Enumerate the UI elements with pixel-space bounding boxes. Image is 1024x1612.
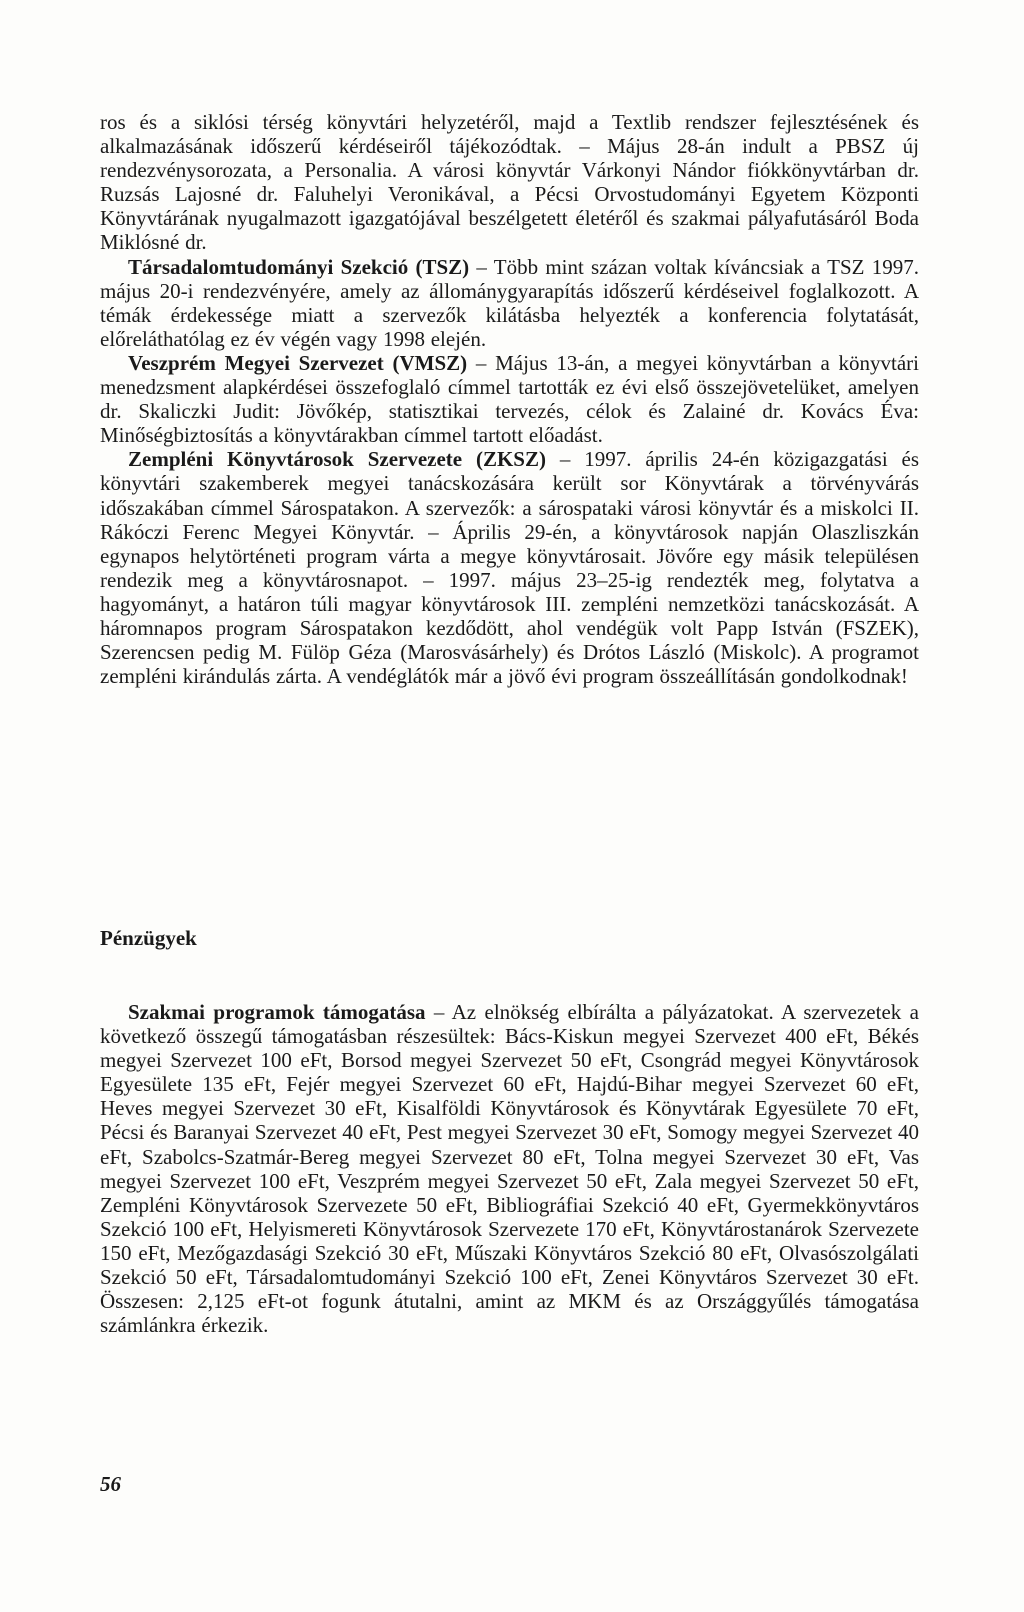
paragraph-text: – Május 13-án, a megyei könyvtárban a könyvtári menedzsment alapkérdései összefoglaló címmel tartották ez évi első összejövetelüket, amelyen dr. Skaliczki Judit: Jövőkép, statisztikai tervezés, célok és Zalainé dr. Kovács Éva: Minőségbiztosítás a könyvtárakban címmel tartott előadást.	[100, 350, 920, 448]
section-body	[100, 1000, 919, 1337]
paragraph-vmsz	[100, 351, 919, 447]
paragraph-continuation	[100, 110, 919, 255]
paragraph-lead: Társadalomtudományi Szekció (TSZ)	[128, 254, 470, 279]
paragraph-text: – Az elnökség elbírálta a pályázatokat. A szervezetek a következő összegű támogatásban részesültek: Bács-Kiskun megyei Szervezet 400 eFt, Békés megyei Szervezet 100 eFt, Borsod megyei Szervezet 50 eFt, Csongrád megyei Könyvtárosok Egyesülete 135 eFt, Fejér megyei Szervezet 60 eFt, Hajdú-Bihar megyei Szervezet 60 eFt, Heves megyei Szervezet 30 eFt, Kisalföldi Könyvtárosok és Könyvtárak Egyesülete 70 eFt, Pécsi és Baranyai Szervezet 40 eFt, Pest megyei Szervezet 30 eFt, Somogy megyei Szervezet 40 eFt, Szabolcs-Szatmár-Bereg megyei Szervezet 80 eFt, Tolna megyei Szervezet 30 eFt, Vas megyei Szervezet 100 eFt, Veszprém megyei Szervezet 50 eFt, Zala megyei Szervezet 50 eFt, Zempléni Könyvtárosok Szervezete 50 eFt, Bibliográfiai Szekció 40 eFt, Gyermekkönyvtáros Szekció 100 eFt, Helyismereti Könyvtárosok Szervezete 170 eFt, Könyvtárostanárok Szervezete 150 eFt, Mezőgazdasági Szekció 30 eFt, Műszaki Könyvtáros Szekció 80 eFt, Olvasószolgálati Szekció 50 eFt, Társadalomtudományi Szekció 100 eFt, Zenei Könyvtáros Szervezet 30 eFt. Összesen: 2,125 eFt-ot fogunk átutalni, amint az MKM és az Országgyűlés támogatása számlánkra érkezik.	[100, 1000, 919, 1338]
paragraph-text: – 1997. április 24-én közigazgatási és könyvtári szakemberek megyei tanácskozására került sor Könyvtárak a törvényvárás időszakában címmel Sárospatakon. A szervezők: a sárospataki városi könyvtár és a miskolci II. Rákóczi Ferenc Megyei Könyvtár. – Április 29-én, a könyvtárosok napján Olaszliszkán egynapos helytörténeti program várta a megye könyvtárosait. Jövőre egy másik településen rendezik meg a könyvtárosnapot. – 1997. május 23–25-ig rendezték meg, folytatva a hagyományt, a határon túli magyar könyvtárosok III. zempléni nemzetközi tanácskozását. A háromnapos program Sárospatakon kezdődött, ahol vendégük volt Papp István (FSZEK), Szerencsen pedig M. Fülöp Géza (Marosvásárhely) és Drótos László (Miskolc). A programot zempléni kirándulás zárta. A vendéglátók már a jövő évi program összeállításán gondolkodnak!	[100, 447, 920, 689]
paragraph-text: – Több mint százan voltak kíváncsiak a TSZ 1997. május 20-i rendezvényére, amely az állománygyarapítás időszerű kérdéseivel foglalkozott. A témák érdekessége miatt a szervezők kilátásba helyezték a konferencia folytatását, előreláthatólag ez év végén vagy 1998 elején.	[100, 254, 919, 351]
paragraph-funding	[100, 1000, 919, 1337]
body-text	[100, 110, 919, 688]
paragraph-lead: Zempléni Könyvtárosok Szervezete (ZKSZ)	[128, 447, 546, 472]
paragraph-tsz	[100, 255, 919, 351]
section-heading: Pénzügyek	[100, 926, 197, 950]
paragraph-text: ros és a siklósi térség könyvtári helyzetéről, majd a Textlib rendszer fejlesztésének és alkalmazásának időszerű kérdéseiről tájékozódtak. – Május 28-án indult a PBSZ új rendezvénysorozata, a Personalia. A városi könyvtár Várkonyi Nándor fiókkönyvtárban dr. Ruzsás Lajosné dr. Faluhelyi Veronikával, a Pécsi Orvostudományi Egyetem Központi Könyvtárának nyugalmazott igazgatójával beszélgetett életéről és szakmai pályafutásáról Boda Miklósné dr.	[100, 110, 919, 255]
paragraph-lead: Szakmai programok támogatása	[128, 1000, 426, 1024]
paragraph-zksz	[100, 447, 919, 688]
page-number: 56	[100, 1472, 121, 1496]
paragraph-lead: Veszprém Megyei Szervezet (VMSZ)	[128, 350, 468, 375]
